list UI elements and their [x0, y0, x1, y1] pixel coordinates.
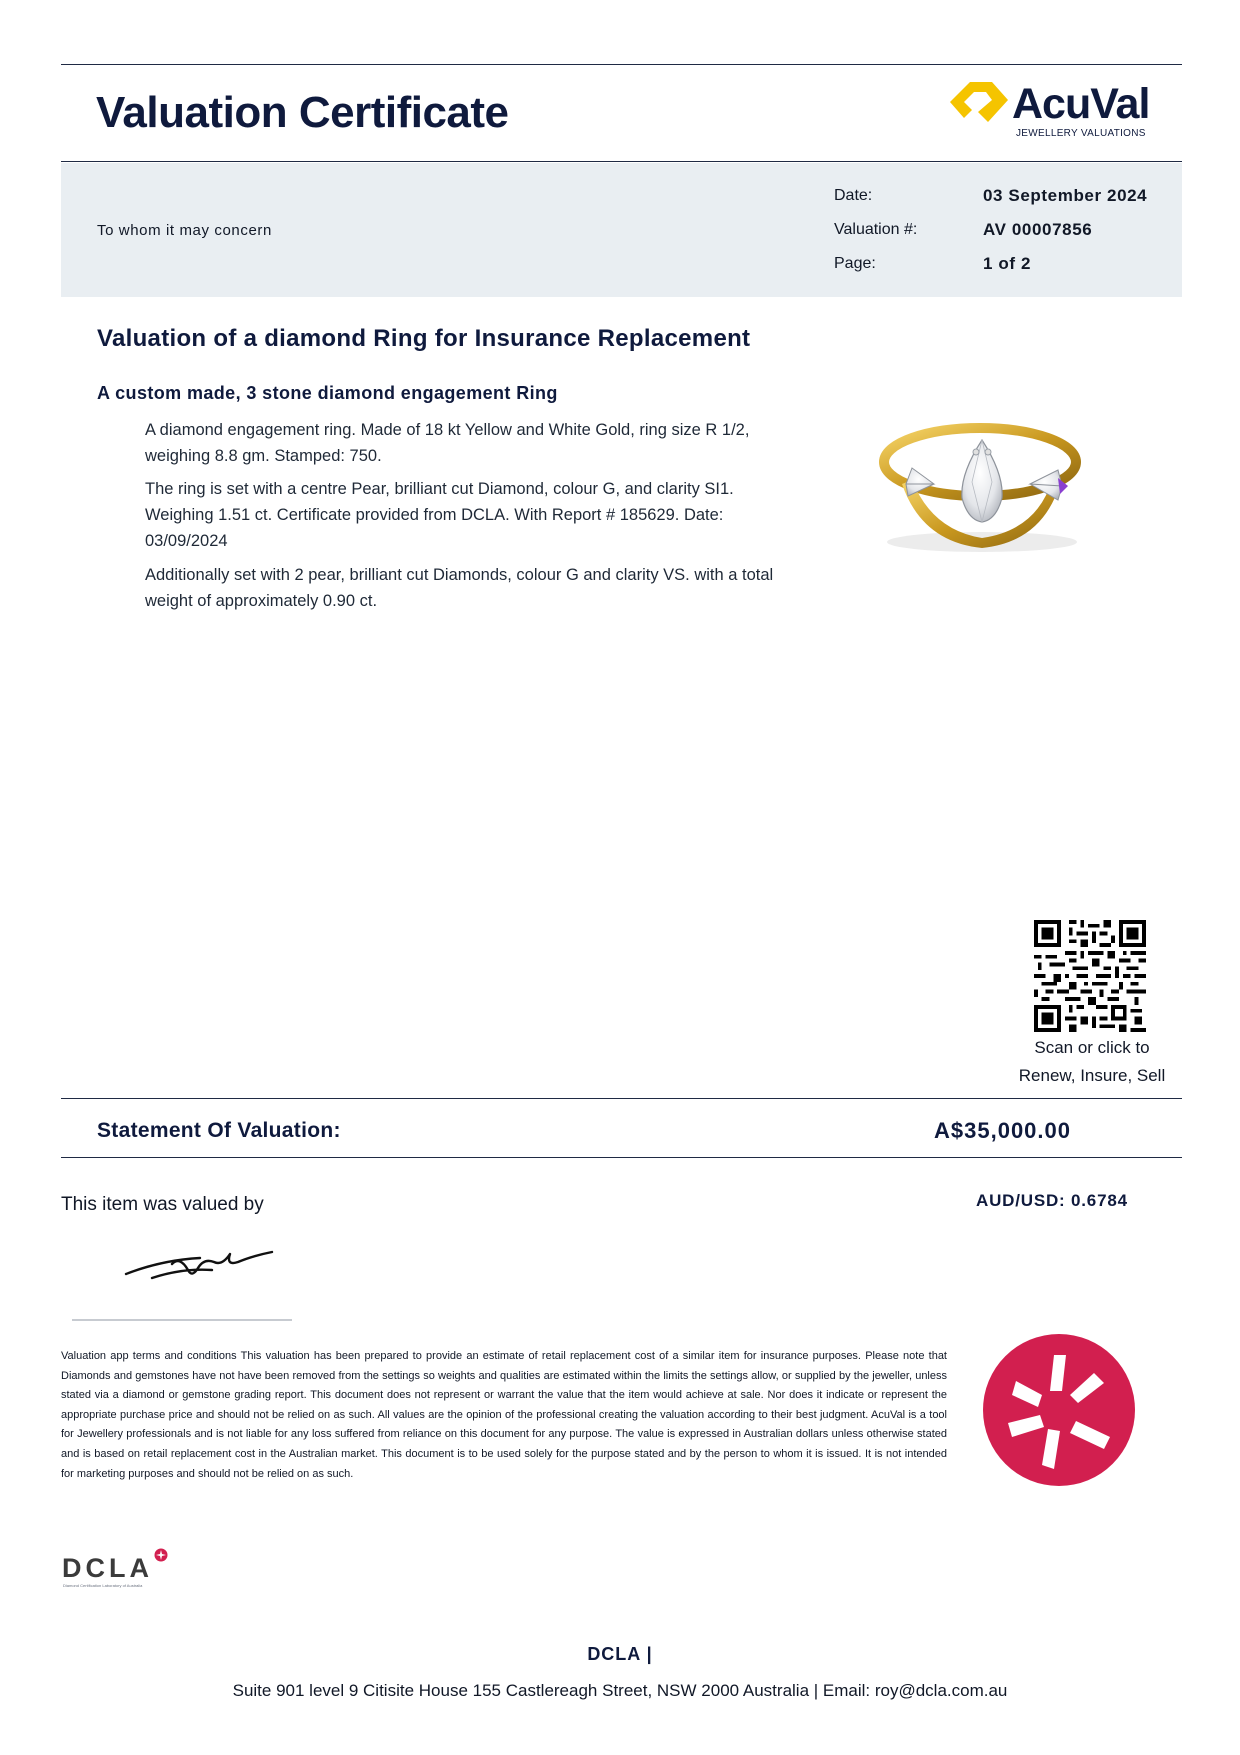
exchange-rate: AUD/USD: 0.6784	[976, 1191, 1128, 1210]
terms-and-conditions: Valuation app terms and conditions This valuation has been prepared to provide an estimate of retail replacement cost of a similar item for insurance purposes. Please note that Diamonds and gemstones have not have been removed from the settings so weights and qualities are estimated within the limits the settings allow, or supplied by the jeweller, unless stated via a diamond or gemstone grading report. This document does not represent or warrant the value that the item would achieve at sale. Nor does it indicate or represent the appropriate purchase price and should not be relied on as such. All values are the opinion of the professional creating the valuation according to their best judgment. AcuVal is a tool for Jewellery professionals and is not liable for any loss suffered from reliance on this document for any purpose. The value is expressed in Australian dollars unless otherwise stated and is based on retail replacement cost in the Australian market. This document is to be used solely for the purpose stated and by the person to whom it is issued. It is not intended for marketing purposes and should not be relied on as such.	[61, 1350, 947, 1480]
page-value: 1 of 2	[983, 254, 1032, 273]
valuation-number-label: Valuation #:	[834, 221, 918, 238]
diamond-ring-photo	[872, 410, 1092, 560]
item-paragraph-2: The ring is set with a centre Pear, brilliant cut Diamond, colour G, and clarity SI1. Weighing 1.51 ct. Certificate provided from DCLA. With Report # 185629. Date: 03/09/2024	[145, 480, 734, 550]
valued-by-text: This item was valued by	[61, 1194, 264, 1215]
header-rule	[61, 161, 1182, 162]
qr-caption-line-2: Renew, Insure, Sell	[1018, 1066, 1166, 1085]
item-paragraph-3: Additionally set with 2 pear, brilliant cut Diamonds, colour G and clarity VS. with a total weight of approximately 0.90 ct.	[145, 566, 774, 610]
statement-value: A$35,000.00	[934, 1118, 1071, 1143]
recipient-text: To whom it may concern	[97, 222, 272, 239]
qr-caption	[1000, 1034, 1184, 1090]
valuation-number-value: AV 00007856	[983, 220, 1093, 239]
top-rule	[61, 64, 1182, 65]
statement-bottom-rule	[61, 1157, 1182, 1158]
qr-caption-line-1: Scan or click to	[1034, 1038, 1150, 1057]
page-title: Valuation Certificate	[96, 88, 509, 137]
brand-tagline: JEWELLERY VALUATIONS	[1016, 128, 1146, 139]
item-subheading: A custom made, 3 stone diamond engagement Ring	[97, 383, 558, 403]
item-heading: Valuation of a diamond Ring for Insurance Replacement	[97, 325, 751, 352]
acuval-logo-icon	[948, 78, 1010, 128]
dcla-logo-tagline: Diamond Certification Laboratory of Australia	[63, 1583, 143, 1588]
dcla-logo-star-icon	[154, 1548, 168, 1562]
footer-company: DCLA |	[587, 1644, 653, 1664]
statement-label: Statement Of Valuation:	[97, 1119, 341, 1142]
signature-line	[72, 1319, 292, 1321]
date-label: Date:	[834, 187, 873, 204]
dcla-logo-text: DCLA	[62, 1553, 153, 1583]
brand-name: AcuVal	[1012, 80, 1150, 128]
signature	[122, 1240, 282, 1284]
statement-top-rule	[61, 1098, 1182, 1099]
page-label: Page:	[834, 255, 876, 272]
dcla-seal-icon	[982, 1333, 1136, 1487]
date-value: 03 September 2024	[983, 186, 1148, 205]
item-paragraph-1: A diamond engagement ring. Made of 18 kt Yellow and White Gold, ring size R 1/2, weighing 8.8 gm. Stamped: 750.	[145, 421, 750, 465]
qr-code-icon[interactable]	[1034, 920, 1146, 1032]
footer-address: Suite 901 level 9 Citisite House 155 Castlereagh Street, NSW 2000 Australia | Email: roy@dcla.com.au	[232, 1681, 1008, 1700]
